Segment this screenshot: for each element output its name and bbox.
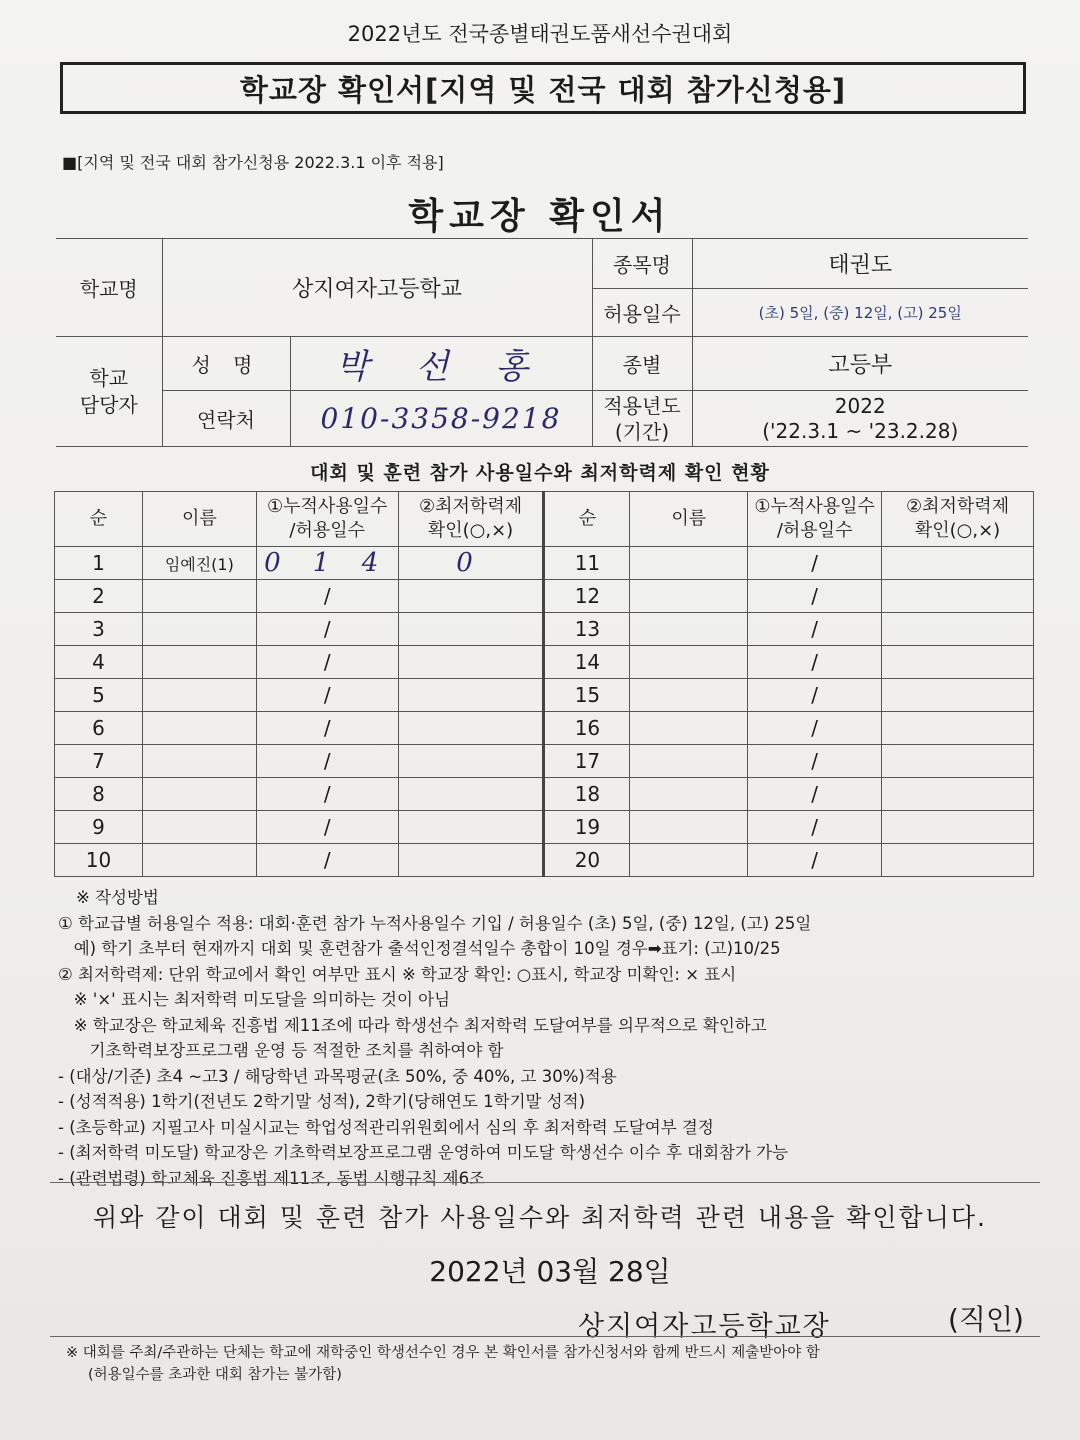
row-number-text: 5 [92,683,105,707]
division-value: 고등부 [692,337,1028,391]
player-name [142,580,256,613]
school-label: 학교명 [56,239,162,337]
instruction-line: 기초학력보장프로그램 운영 등 적절한 조치를 취하여야 함 [58,1041,504,1060]
days-used-text: / [811,749,819,773]
table-header-row [55,492,1034,547]
year-label: 적용년도 (기간) [592,391,692,447]
writing-instructions [58,885,1048,1191]
player-name [630,712,748,745]
days-used-text: / [811,683,819,707]
row-number-text: 13 [574,617,601,641]
division-label: 종별 [592,337,692,391]
player-name [630,778,748,811]
year-cell [692,391,1028,447]
player-name [142,778,256,811]
minimum-check [398,811,544,844]
minimum-check [398,712,544,745]
days-used [256,778,398,811]
days-used [748,679,882,712]
row-number [544,580,630,613]
instruction-line: ※ '×' 표시는 최저학력 미도달을 의미하는 것이 아님 [58,990,451,1009]
footnote-line: (허용일수를 초과한 대회 참가는 불가함) [88,1367,342,1383]
days-used-text: / [323,617,331,641]
table-row [55,580,1034,613]
player-name [142,745,256,778]
player-name [630,580,748,613]
minimum-check [398,778,544,811]
row-number-text: 15 [574,683,601,707]
days-used-text: / [323,782,331,806]
row-number [544,712,630,745]
instruction-line: - (초등학교) 지필고사 미실시교는 학업성적관리위원회에서 심의 후 최저학력 도달여부 결정 [58,1117,714,1137]
player-name [142,811,256,844]
divider [50,1182,1040,1183]
col-header-name: 이름 [630,492,748,547]
instruction-line: ① 학교급별 허용일수 적용: 대회·훈련 참가 누적사용일수 기입 / 허용일수 (초) 5일, (중) 12일, (고) 25일 [58,913,812,933]
days-used [748,712,882,745]
days-used-text: / [323,749,331,773]
status-title: 대회 및 훈련 참가 사용일수와 최저학력제 확인 현황 [310,462,770,484]
player-name [142,712,256,745]
handwritten-name: 박 선 홍 [335,347,547,387]
row-number [544,679,630,712]
days-used-text: / [811,848,819,872]
player-name [142,613,256,646]
divider [50,1336,1040,1337]
minimum-check [882,712,1034,745]
instruction-line: 예) 학기 초부터 현재까지 대회 및 훈련참가 출석인정결석일수 총합이 10일 경우➡표기: (고)10/25 [58,939,781,958]
row-number [55,811,143,844]
row-number [55,778,143,811]
player-name [630,547,748,580]
player-name [630,679,748,712]
row-number [544,613,630,646]
period-value: ('22.3.1 ~ '23.2.28) [762,418,959,443]
contact-person-label: 학교 담당자 [56,337,162,447]
allowed-days-label: 허용일수 [592,289,692,337]
event-title: 2022년도 전국종별태권도품새선수권대회 [347,22,733,46]
player-name [630,613,748,646]
days-used [748,778,882,811]
issue-date: 2022년 03월 28일 [429,1255,671,1288]
row-number [544,844,630,877]
minimum-check [398,844,544,877]
player-name [142,646,256,679]
days-used [256,745,398,778]
days-used [748,547,882,580]
player-name [630,811,748,844]
days-used-text: / [323,683,331,707]
days-used [256,679,398,712]
minimum-check-text: 0 [456,548,485,578]
allowed-days-value: (초) 5일, (중) 12일, (고) 25일 [692,289,1028,337]
row-number-text: 4 [92,650,105,674]
row-number-text: 16 [574,716,601,740]
days-used [256,547,398,580]
player-name [630,646,748,679]
row-number [55,580,143,613]
row-number-text: 20 [574,848,601,872]
row-number [544,811,630,844]
status-table-body [55,492,1034,877]
row-number-text: 14 [574,650,601,674]
school-value: 상지여자고등학교 [162,239,592,337]
days-used [256,844,398,877]
instruction-line: ② 최저학력제: 단위 학교에서 확인 여부만 표시 ※ 학교장 확인: ○표시, 학교장 미확인: × 표시 [58,964,737,984]
col-header-minimum: ②최저학력제 확인(○,×) [398,492,544,547]
row-number [55,646,143,679]
school-info-table [56,238,1028,447]
row-number-text: 9 [92,815,105,839]
player-name [142,547,256,580]
name-signature [290,337,592,391]
instruction-line: ※ 학교장은 학교체육 진흥법 제11조에 따라 학생선수 최저학력 도달여부를 의무적으로 확인하고 [58,1015,767,1035]
col-header-days: ①누적사용일수 /허용일수 [256,492,398,547]
official-seal-mark: (직인) [948,1303,1024,1336]
row-number-text: 18 [574,782,601,806]
document-title: 학교장 확인서 [408,196,672,237]
days-used [748,745,882,778]
minimum-check [882,679,1034,712]
row-number [55,712,143,745]
days-used-text: / [811,782,819,806]
col-header-days: ①누적사용일수 /허용일수 [748,492,882,547]
minimum-check [398,745,544,778]
table-row [55,778,1034,811]
row-number-text: 11 [574,551,601,575]
instruction-line: - (관련법령) 학교체육 진흥법 제11조, 동법 시행규칙 제6조 [58,1168,485,1188]
minimum-check [398,646,544,679]
player-name [142,679,256,712]
row-number-text: 17 [574,749,601,773]
minimum-check [398,580,544,613]
year-value: 2022 [834,393,886,418]
row-number [544,646,630,679]
player-name [142,844,256,877]
row-number-text: 12 [574,584,601,608]
days-used-text: / [811,716,819,740]
days-used-text: / [323,716,331,740]
row-number [55,745,143,778]
days-used-text: / [811,551,819,575]
minimum-check [882,580,1034,613]
sport-value: 태권도 [692,239,1028,289]
row-number-text: 6 [92,716,105,740]
table-row [55,844,1034,877]
col-header-no: 순 [55,492,143,547]
days-used [256,646,398,679]
row-number [544,547,630,580]
player-name [630,745,748,778]
days-used-text: / [323,584,331,608]
row-number-text: 2 [92,584,105,608]
row-number [55,547,143,580]
days-used [256,580,398,613]
row-number [55,613,143,646]
days-used [748,580,882,613]
phone-label: 연락처 [162,391,290,447]
table-row [55,646,1034,679]
instruction-line: - (성적적용) 1학기(전년도 2학기말 성적), 2학기(당해연도 1학기말 성적) [58,1092,586,1111]
col-header-name: 이름 [142,492,256,547]
days-used [256,811,398,844]
sport-label: 종목명 [592,239,692,289]
minimum-check [882,547,1034,580]
table-row [55,547,1034,580]
player-name-text: 임예진(1) [164,554,234,574]
table-row [55,679,1034,712]
days-used-text: / [323,848,331,872]
minimum-check [398,679,544,712]
phone-cell [290,391,592,447]
row-number [544,745,630,778]
table-row [55,712,1034,745]
days-used-text: / [811,584,819,608]
row-number-text: 10 [85,848,112,872]
row-number [544,778,630,811]
days-used [748,613,882,646]
days-used [748,811,882,844]
instruction-line: - (최저학력 미도달) 학교장은 기초학력보장프로그램 운영하여 미도달 학생선수 이수 후 대회참가 가능 [58,1143,789,1162]
days-used-text: / [811,815,819,839]
days-used [256,712,398,745]
days-used [256,613,398,646]
table-row [55,811,1034,844]
form-title-box: 학교장 확인서[지역 및 전국 대회 참가신청용] [60,62,1026,114]
row-number-text: 19 [574,815,601,839]
days-used [748,646,882,679]
days-used-text: / [323,815,331,839]
col-header-no: 순 [544,492,630,547]
participation-status-table [54,491,1034,877]
row-number-text: 8 [92,782,105,806]
col-header-minimum: ②최저학력제 확인(○,×) [882,492,1034,547]
table-row [55,613,1034,646]
handwritten-phone: 010-3358-9218 [320,402,562,435]
minimum-check [882,844,1034,877]
row-number [55,679,143,712]
row-number-text: 3 [92,617,105,641]
days-used [748,844,882,877]
days-used-text: / [811,650,819,674]
table-row [55,745,1034,778]
minimum-check [882,778,1034,811]
minimum-check [398,547,544,580]
row-number-text: 7 [92,749,105,773]
minimum-check [398,613,544,646]
row-number [55,844,143,877]
minimum-check [882,646,1034,679]
application-note: ■[지역 및 전국 대회 참가신청용 2022.3.1 이후 적용] [62,153,444,172]
principal-name: 상지여자고등학교장 [578,1311,831,1342]
footnote-line: ※ 대회를 주최/주관하는 단체는 학교에 재학중인 학생선수인 경우 본 확인서를 참가신청서와 함께 반드시 제출받아야 함 [66,1345,820,1361]
name-label: 성 명 [162,337,290,391]
confirmation-statement: 위와 같이 대회 및 훈련 참가 사용일수와 최저학력 관련 내용을 확인합니다. [93,1203,987,1232]
player-name [630,844,748,877]
minimum-check [882,745,1034,778]
footnote [66,1342,1046,1386]
instruction-line: - (대상/기준) 초4 ~고3 / 해당학년 과목평균(초 50%, 중 40%, 고 30%)적용 [58,1066,617,1086]
days-used-text: / [811,617,819,641]
minimum-check [882,613,1034,646]
minimum-check [882,811,1034,844]
row-number-text: 1 [92,551,105,575]
instruction-line: ※ 작성방법 [76,888,159,907]
days-used-text: 0 1 4 [264,548,391,578]
days-used-text: / [323,650,331,674]
